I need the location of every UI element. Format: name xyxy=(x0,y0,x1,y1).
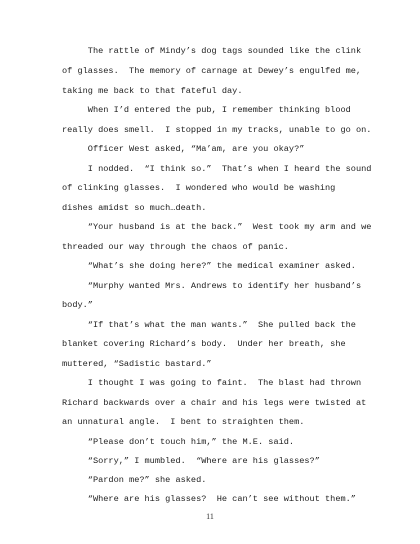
text-line: dishes amidst so much…death. xyxy=(62,203,207,213)
text-line: I thought I was going to faint. The blast had thrown xyxy=(62,378,362,388)
text-line: “If that’s what the man wants.” She pulled back the xyxy=(62,320,356,330)
text-line: threaded our way through the chaos of panic. xyxy=(62,242,289,252)
text-line: taking me back to that fateful day. xyxy=(62,86,243,96)
text-line: Richard backwards over a chair and his legs were twisted at xyxy=(62,398,367,408)
text-line: muttered, “Sadistic bastard.” xyxy=(62,359,212,369)
text-line: really does smell. I stopped in my tracks, unable to go on. xyxy=(62,125,372,135)
text-line: blanket covering Richard’s body. Under her breath, she xyxy=(62,339,346,349)
text-line: of glasses. The memory of carnage at Dewey’s engulfed me, xyxy=(62,66,362,76)
text-line: body.” xyxy=(62,300,93,310)
text-line: “Murphy wanted Mrs. Andrews to identify her husband’s xyxy=(62,281,362,291)
text-line: “What’s she doing here?” the medical examiner asked. xyxy=(62,261,356,271)
text-line: When I’d entered the pub, I remember thinking blood xyxy=(62,105,351,115)
text-line: “Your husband is at the back.” West took my arm and we xyxy=(62,222,372,232)
text-line: “Please don’t touch him,” the M.E. said. xyxy=(62,437,295,447)
text-line: “Sorry,” I mumbled. “Where are his glasses?” xyxy=(62,456,320,466)
text-line: The rattle of Mindy’s dog tags sounded like the clink xyxy=(62,46,362,56)
text-line: “Where are his glasses? He can’t see without them.” xyxy=(62,494,356,504)
text-line: Officer West asked, “Ma’am, are you okay?” xyxy=(62,144,305,154)
text-line: of clinking glasses. I wondered who would be washing xyxy=(62,183,336,193)
page-number: 11 xyxy=(206,512,214,521)
text-line: “Pardon me?” she asked. xyxy=(62,475,207,485)
text-line: an unnatural angle. I bent to straighten them. xyxy=(62,417,305,427)
text-line: I nodded. “I think so.” That’s when I heard the sound xyxy=(62,164,372,174)
